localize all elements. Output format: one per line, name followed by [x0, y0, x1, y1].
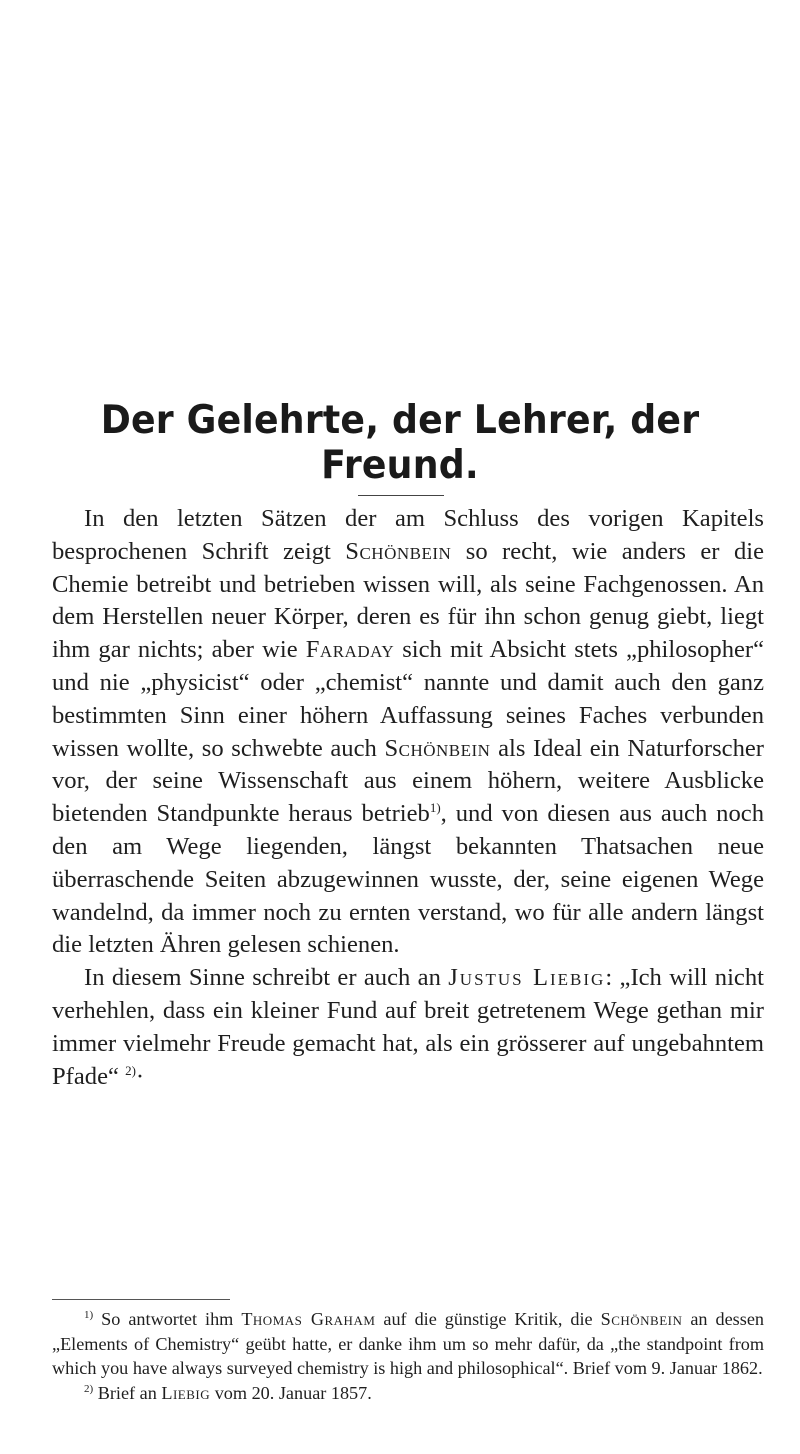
footnote-1-text-c: an dessen „Elements of Chemistry“ geübt hatte, er danke ihm um so mehr dafür, da „the standpoint from which you have always surveyed chemistry is high and philosophical“. Brief vom 9. Januar 1862.	[52, 1309, 765, 1378]
paragraph-1-text-c: sich mit Absicht stets „philosopher“ und nie „physicist“ oder „chemist“ nannte und damit auch den ganz bestimmten Sinn einer höhern Auffassung seines Faches verbunden wissen wollte, so schwebte auch	[52, 636, 765, 762]
footnote-2-text-b: vom 20. Januar 1857.	[210, 1382, 372, 1403]
footnote-name-schoenbein: Schönbein	[600, 1309, 683, 1329]
name-schoenbein: Schönbein	[345, 537, 452, 565]
footnote-2-marker: 2)	[84, 1382, 94, 1395]
footnotes	[52, 1307, 764, 1405]
name-justus-liebig: Justus Liebig	[448, 964, 606, 992]
paragraph-2	[52, 962, 764, 1093]
paragraph-1-text-a: In den letzten Sätzen der am Schluss des vorigen Kapitels besprochenen Schrift zeigt	[52, 505, 764, 565]
footnote-ref-2[interactable]: 2)	[125, 1062, 136, 1078]
footnote-ref-1[interactable]: 1)	[429, 799, 441, 815]
footnote-1-text-a: So antwortet ihm	[93, 1309, 242, 1329]
footnote-1	[52, 1307, 764, 1381]
footnote-1-marker: 1)	[84, 1308, 94, 1321]
paragraph-1-text-b: so recht, wie anders er die Chemie betreibt und betrieben wissen will, als seine Fachgenossen. An dem Herstellen neuer Körper, deren es für ihn schon genug giebt, liegt ihm gar nichts; aber wie	[52, 537, 764, 664]
footnote-1-text-b: auf die günstige Kritik, die	[375, 1309, 601, 1329]
paragraph-2-text-b: : „Ich will nicht verhehlen, dass ein kleiner Fund auf breit getretenem Wege gethan mir immer vielmehr Freude gemacht hat, als ein grösserer auf ungebahntem Pfade“	[52, 964, 764, 1090]
footnote-divider	[52, 1299, 230, 1300]
paragraph-2-text-a: In diesem Sinne schreibt er auch an	[84, 964, 449, 992]
paragraph-1	[52, 503, 764, 962]
body-text	[52, 503, 764, 1093]
footnote-2	[52, 1381, 764, 1406]
footnote-name-liebig: Liebig	[161, 1382, 211, 1403]
title-divider	[358, 495, 444, 496]
footnote-2-text-a: Brief an	[93, 1382, 162, 1403]
paragraph-2-text-c: ·	[135, 1062, 145, 1090]
chapter-title: Der Gelehrte, der Lehrer, der Freund.	[100, 398, 700, 488]
paragraph-1-text-e: , und von diesen aus auch noch den am Wege liegenden, längst bekannten Thatsachen neue überraschende Seiten abzugewinnen wusste, der, seine eigenen Wege wandelnd, da immer noch zu ernten verstand, wo für alle andern längst die letzten Ähren gelesen schienen.	[52, 800, 764, 959]
name-thomas-graham: Thomas Graham	[241, 1309, 376, 1329]
paragraph-1-text-d: als Ideal ein Naturforscher vor, der seine Wissenschaft aus einem höhern, weitere Ausblicke bietenden Standpunkte heraus betrieb	[52, 734, 764, 828]
name-faraday: Faraday	[305, 636, 395, 664]
name-schoenbein-2: Schönbein	[384, 734, 491, 762]
